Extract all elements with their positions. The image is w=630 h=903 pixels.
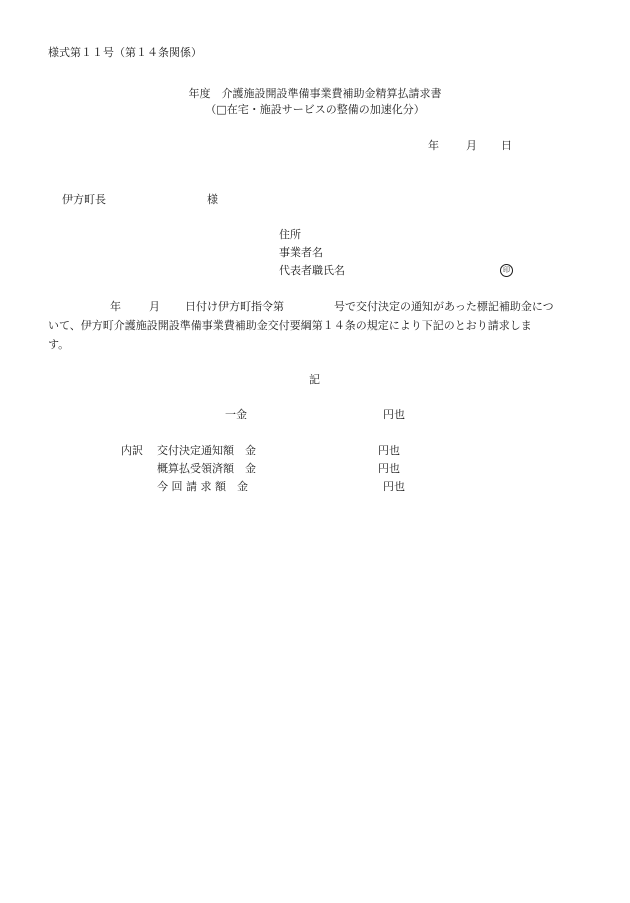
date-year-label: 年 — [428, 139, 439, 152]
total-unit: 円也 — [383, 408, 405, 421]
breakdown-item-unit: 円也 — [378, 462, 400, 475]
ki-heading: 記 — [309, 373, 320, 386]
body-year-label: 年 — [110, 300, 121, 313]
breakdown-item-unit: 円也 — [378, 444, 400, 457]
addressee-honorific: 様 — [207, 193, 218, 206]
addressee-name: 伊方町長 — [62, 193, 106, 206]
body-line-2: いて、伊方町介護施設開設準備事業費補助金交付要綱第１４条の規定により下記のとおり請求しま — [48, 319, 532, 332]
date-month-label: 月 — [466, 139, 477, 152]
breakdown-item-label: 交付決定通知額 金 — [157, 444, 256, 457]
seal-mark: 印 — [500, 264, 513, 277]
breakdown-item-label: 概算払受領済額 金 — [157, 462, 256, 475]
document-title: 年度 介護施設開設準備事業費補助金精算払請求書 — [188, 87, 442, 100]
breakdown-item-label: 今 回 請 求 額 金 — [157, 480, 248, 493]
address-label: 住所 — [279, 228, 301, 241]
body-line-3: す。 — [48, 338, 70, 351]
breakdown-label: 内訳 — [121, 444, 143, 457]
body-dated-prefix: 日付け伊方町指令第 — [185, 300, 284, 313]
document-subtitle: （□在宅・施設サービスの整備の加速化分） — [205, 103, 425, 116]
representative-label: 代表者職氏名 — [279, 264, 345, 277]
form-number: 様式第１１号（第１４条関係） — [48, 46, 202, 59]
total-label: 一金 — [225, 408, 247, 421]
breakdown-item-unit: 円也 — [383, 480, 405, 493]
date-day-label: 日 — [501, 139, 512, 152]
body-after-number: 号で交付決定の通知があった標記補助金につ — [334, 300, 554, 313]
company-name-label: 事業者名 — [279, 246, 323, 259]
body-month-label: 月 — [149, 300, 160, 313]
